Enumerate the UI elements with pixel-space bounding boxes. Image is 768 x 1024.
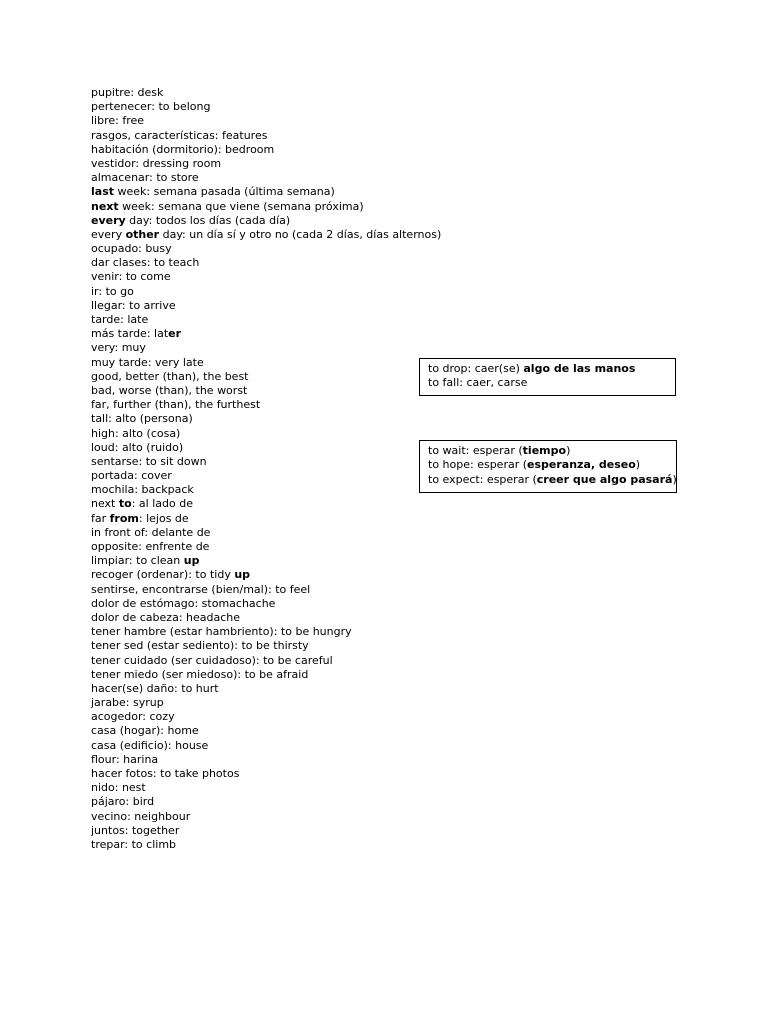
text-segment: mochila: backpack xyxy=(91,483,194,497)
text-segment: tener cuidado (ser cuidadoso): to be careful xyxy=(91,653,333,667)
vocab-entry xyxy=(91,810,441,824)
vocab-entry xyxy=(91,157,441,171)
vocab-entry xyxy=(91,370,441,384)
vocab-entry xyxy=(91,313,441,327)
text-segment: habitación (dormitorio): bedroom xyxy=(91,142,275,156)
vocab-entry xyxy=(91,654,441,668)
text-segment: libre: free xyxy=(91,114,145,128)
note-box-drop-fall xyxy=(419,358,676,396)
text-segment: casa (hogar): home xyxy=(91,724,199,738)
text-segment: week: semana pasada (última semana) xyxy=(114,185,335,199)
vocab-entry xyxy=(91,696,441,710)
text-segment: dar clases: to teach xyxy=(91,256,200,270)
text-segment: jarabe: syrup xyxy=(91,696,164,710)
text-segment: sentarse: to sit down xyxy=(91,454,207,468)
text-segment: opposite: enfrente de xyxy=(91,540,210,553)
bold-text: next xyxy=(91,199,119,213)
bold-text: esperanza, deseo xyxy=(527,458,636,472)
note-line xyxy=(428,458,668,472)
text-segment: juntos: together xyxy=(91,823,180,837)
vocab-entry xyxy=(91,611,441,625)
text-segment: day: todos los días (cada día) xyxy=(125,213,291,227)
vocab-entry xyxy=(91,639,441,653)
text-segment: ir: to go xyxy=(91,284,134,298)
vocab-entry xyxy=(91,668,441,682)
vocab-entry xyxy=(91,129,441,143)
bold-text: er xyxy=(168,327,182,341)
vocab-entry xyxy=(91,427,441,441)
text-segment: : lejos de xyxy=(138,511,189,525)
vocab-entry xyxy=(91,242,441,256)
text-segment: day: un día sí y otro no (cada 2 días, días alternos) xyxy=(159,227,442,241)
text-segment: ocupado: busy xyxy=(91,242,172,256)
text-segment: ) xyxy=(566,444,571,457)
text-segment: far xyxy=(91,511,110,525)
text-segment: week: semana que viene (semana próxima) xyxy=(118,199,364,213)
bold-text: up xyxy=(234,568,251,582)
vocab-entry xyxy=(91,384,441,398)
bold-text: last xyxy=(91,185,114,199)
bold-text: creer que algo pasará xyxy=(536,472,673,486)
vocab-entry xyxy=(91,285,441,299)
text-segment: hacer(se) daño: to hurt xyxy=(91,681,219,695)
vocab-entry xyxy=(91,526,441,540)
vocab-entry xyxy=(91,838,441,852)
text-segment: to wait: esperar ( xyxy=(428,444,523,457)
text-segment: trepar: to climb xyxy=(91,837,177,851)
bold-text: tiempo xyxy=(522,444,567,457)
text-segment: far, further (than), the furthest xyxy=(91,398,261,412)
vocab-entry xyxy=(91,710,441,724)
vocab-entry xyxy=(91,412,441,426)
bold-text: to xyxy=(118,497,132,511)
vocab-entry xyxy=(91,781,441,795)
text-segment: acogedor: cozy xyxy=(91,710,175,724)
text-segment: rasgos, características: features xyxy=(91,128,268,142)
bold-text: from xyxy=(109,511,139,525)
bold-text: algo de las manos xyxy=(523,362,636,375)
vocab-entry xyxy=(91,767,441,781)
vocab-entry xyxy=(91,739,441,753)
text-segment: almacenar: to store xyxy=(91,171,199,185)
vocab-entry xyxy=(91,327,441,341)
text-segment: to hope: esperar ( xyxy=(428,458,528,472)
vocab-entry xyxy=(91,625,441,639)
text-segment: recoger (ordenar): to tidy xyxy=(91,568,235,582)
vocab-entry xyxy=(91,554,441,568)
text-segment: vecino: neighbour xyxy=(91,809,191,823)
vocab-entry xyxy=(91,497,441,511)
text-segment: in front of: delante de xyxy=(91,525,211,539)
bold-text: every xyxy=(91,213,126,227)
vocab-entry xyxy=(91,341,441,355)
vocab-entry xyxy=(91,100,441,114)
text-segment: vestidor: dressing room xyxy=(91,156,222,170)
text-segment: hacer fotos: to take photos xyxy=(91,767,240,780)
text-segment: dolor de estómago: stomachache xyxy=(91,596,276,610)
text-segment: casa (edificio): house xyxy=(91,738,209,752)
text-segment: to fall: caer, carse xyxy=(428,376,528,390)
text-segment: very: muy xyxy=(91,341,146,355)
vocab-entry xyxy=(91,568,441,582)
vocab-entry xyxy=(91,824,441,838)
text-segment: pertenecer: to belong xyxy=(91,100,211,114)
vocab-entry xyxy=(91,228,441,242)
text-segment: bad, worse (than), the worst xyxy=(91,383,248,397)
text-segment: tener hambre (estar hambriento): to be hungry xyxy=(91,625,352,639)
vocab-entry xyxy=(91,469,441,483)
text-segment: pupitre: desk xyxy=(91,86,164,99)
vocab-entry xyxy=(91,356,441,370)
note-line xyxy=(428,362,667,376)
text-segment: pájaro: bird xyxy=(91,795,155,809)
vocab-entry xyxy=(91,795,441,809)
bold-text: up xyxy=(183,554,200,568)
vocab-entry xyxy=(91,256,441,270)
note-line xyxy=(428,444,668,458)
note-line xyxy=(428,472,677,487)
vocab-entry xyxy=(91,398,441,412)
vocab-entry xyxy=(91,270,441,284)
text-segment: muy tarde: very late xyxy=(91,355,204,369)
vocab-entry xyxy=(91,540,441,554)
text-segment: limpiar: to clean xyxy=(91,554,184,568)
text-segment: ) xyxy=(635,458,641,472)
vocab-entry xyxy=(91,753,441,767)
vocab-entry xyxy=(91,441,441,455)
text-segment: to drop: caer(se) xyxy=(428,362,524,375)
vocab-entry xyxy=(91,185,441,199)
vocab-entry xyxy=(91,299,441,313)
text-segment: más tarde: lat xyxy=(91,327,169,341)
text-segment: : al lado de xyxy=(131,497,193,511)
text-segment: next xyxy=(91,497,119,511)
text-segment: tener miedo (ser miedoso): to be afraid xyxy=(91,667,309,681)
vocab-entry xyxy=(91,114,441,128)
note-line xyxy=(428,376,667,390)
vocab-entry xyxy=(91,597,441,611)
vocab-entry xyxy=(91,512,441,526)
text-segment: every xyxy=(91,227,126,241)
vocabulary-list xyxy=(91,86,441,852)
text-segment: high: alto (cosa) xyxy=(91,426,181,440)
text-segment: dolor de cabeza: headache xyxy=(91,610,241,624)
text-segment: loud: alto (ruido) xyxy=(91,440,184,454)
vocab-entry xyxy=(91,483,441,497)
vocab-entry xyxy=(91,171,441,185)
vocab-entry xyxy=(91,214,441,228)
text-segment: tener sed (estar sediento): to be thirsty xyxy=(91,639,309,653)
text-segment: sentirse, encontrarse (bien/mal): to feel xyxy=(91,582,311,596)
text-segment: venir: to come xyxy=(91,270,171,284)
text-segment: nido: nest xyxy=(91,781,146,795)
vocab-entry xyxy=(91,200,441,214)
vocab-entry xyxy=(91,86,441,100)
text-segment: tall: alto (persona) xyxy=(91,412,193,426)
note-box-wait-hope-expect xyxy=(419,440,677,493)
text-segment: ) xyxy=(672,472,677,486)
text-segment: llegar: to arrive xyxy=(91,298,176,312)
vocab-entry xyxy=(91,143,441,157)
vocab-entry xyxy=(91,583,441,597)
text-segment: flour: harina xyxy=(91,752,159,766)
text-segment: portada: cover xyxy=(91,469,172,483)
bold-text: other xyxy=(125,227,160,241)
vocab-entry xyxy=(91,682,441,696)
text-segment: to expect: esperar ( xyxy=(428,472,537,486)
text-segment: tarde: late xyxy=(91,313,149,326)
text-segment: good, better (than), the best xyxy=(91,369,249,383)
vocab-entry xyxy=(91,455,441,469)
vocab-entry xyxy=(91,724,441,738)
